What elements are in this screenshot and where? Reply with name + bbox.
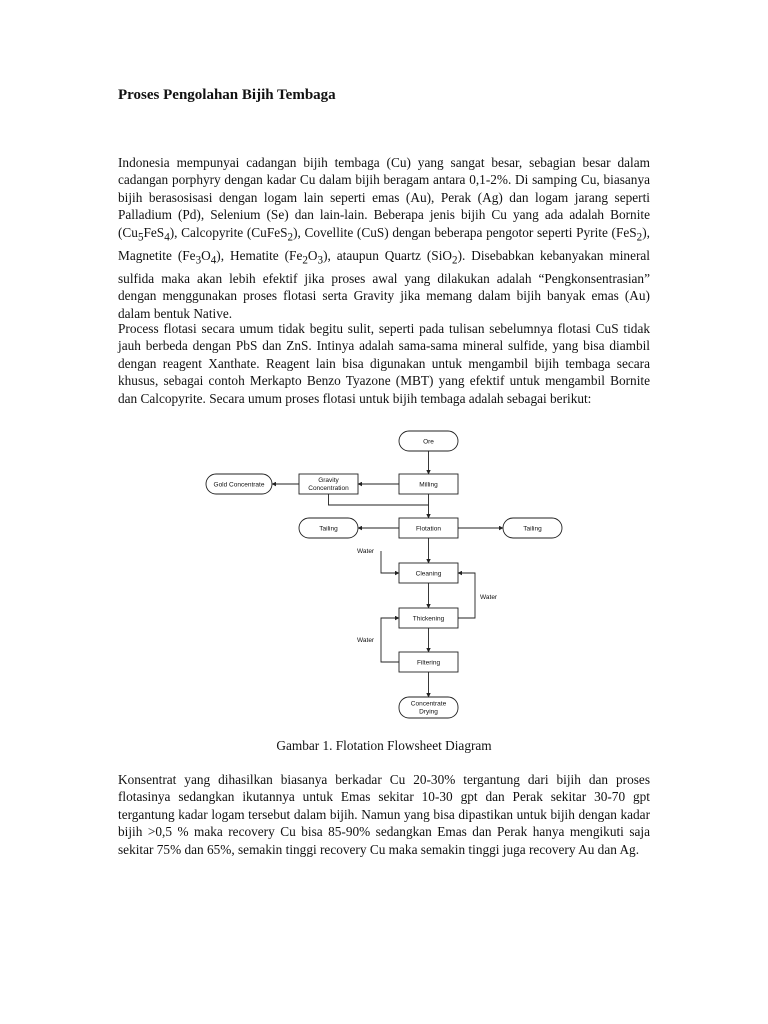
node-concentrate-drying: [399, 697, 458, 718]
paragraph-1: Indonesia mempunyai cadangan bijih tembaga (Cu) yang sangat besar, sebagian besar dalam cadangan porphyry dengan kadar Cu dalam bijih beragam antara 0,1-2%. Di samping Cu, biasanya bijih berasosisasi dengan logam lain seperti emas (Au), Perak (Ag) dan logam jarang seperti Palladium (Pd), Selenium (Se) dan lain-lain. Beberapa jenis bijih Cu yang ada adalah Bornite $(Cu_5FeS_4)$, Calcopyrite (CuFeS$_2$), Covellite (CuS) dengan beberapa pengotor seperti Pyrite (FeS$_2$), Magnetite $(Fe_3O_4)$, Hematite $(Fe_2O_3)$, ataupun Quartz (SiO$_2$). Disebabkan kebanyakan mineral sulfida maka akan lebih efektif jika proses awal yang dilakukan adalah “Pengkonsentrasian” dengan menggunakan proses flotasi serta Gravity jika memang dalam bijih banyak emas (Au) dalam bentuk Native.: [118, 155, 650, 321]
node-filtering-label: Filtering: [416, 659, 441, 667]
node-milling-label: Milling: [419, 481, 438, 489]
node-gold-concentrate: [206, 474, 272, 494]
edge-gravity-flotation: [329, 494, 429, 505]
node-gold-concentrate-label: Gold Concentrate: [213, 481, 265, 489]
node-ore: [399, 431, 458, 451]
node-filtering: [399, 652, 458, 672]
node-cleaning-label: Cleaning: [415, 570, 442, 578]
paragraph-2: Process flotasi secara umum tidak begitu sulit, seperti pada tulisan sebelumnya flotasi CuS tidak jauh berbeda dengan PbS dan ZnS. Intinya adalah sama-sama mineral sulfide, yang bisa diambil dengan reagent Xanthate. Reagent lain bisa digunakan untuk mengambil bijih tembaga secara khusus, sebagai contoh Merkapto Benzo Tyazone (MBT) yang efektif untuk mengambil Bornite dan Calcopyrite. Secara umum proses flotasi untuk bijih tembaga adalah sebagai berikut:: [118, 321, 650, 406]
node-tailing-right: [503, 518, 562, 538]
node-tailing-right-label: Tailing: [523, 525, 542, 533]
water-label-1: Water: [357, 548, 375, 555]
edge-water-3: [381, 618, 399, 662]
node-flotation: [399, 518, 458, 538]
node-concentrate-label-2: Drying: [419, 708, 438, 716]
node-gravity-concentration: [299, 474, 358, 494]
document-title: Proses Pengolahan Bijih Tembaga: [118, 87, 336, 103]
node-ore-label: Ore: [423, 438, 434, 446]
figure-caption: Gambar 1. Flotation Flowsheet Diagram: [276, 738, 492, 753]
edge-water-1: [381, 551, 399, 573]
node-flotation-label: Flotation: [416, 525, 441, 533]
paragraph-3: Konsentrat yang dihasilkan biasanya berkadar Cu 20-30% tergantung dari bijih dan proses flotasinya sedangkan ikutannya untuk Emas sekitar 10-30 gpt dan Perak sekitar 30-70 gpt tergantung kadar logam tersebut dalam bijih. Namun yang bisa dipastikan untuk bijih dengan kadar bijih >0,5 % maka recovery Cu bisa 85-90% sedangkan Emas dan Perak hanya mengikuti saja sekitar 75% dan 65%, semakin tinggi recovery Cu maka semakin tinggi juga recovery Au dan Ag.: [118, 772, 650, 857]
node-cleaning: [399, 563, 458, 583]
node-tailing-left-label: Tailing: [319, 525, 338, 533]
water-label-3: Water: [357, 637, 375, 644]
edge-water-2: [458, 573, 475, 618]
node-thickening-label: Thickening: [412, 615, 445, 623]
node-gravity-label-2: Concentration: [308, 485, 349, 492]
node-thickening: [399, 608, 458, 628]
node-concentrate-label-1: Concentrate: [410, 700, 447, 708]
water-label-2: Water: [480, 594, 498, 601]
node-milling: [399, 474, 458, 494]
node-gravity-label-1: Gravity: [318, 477, 339, 484]
node-tailing-left: [299, 518, 358, 538]
